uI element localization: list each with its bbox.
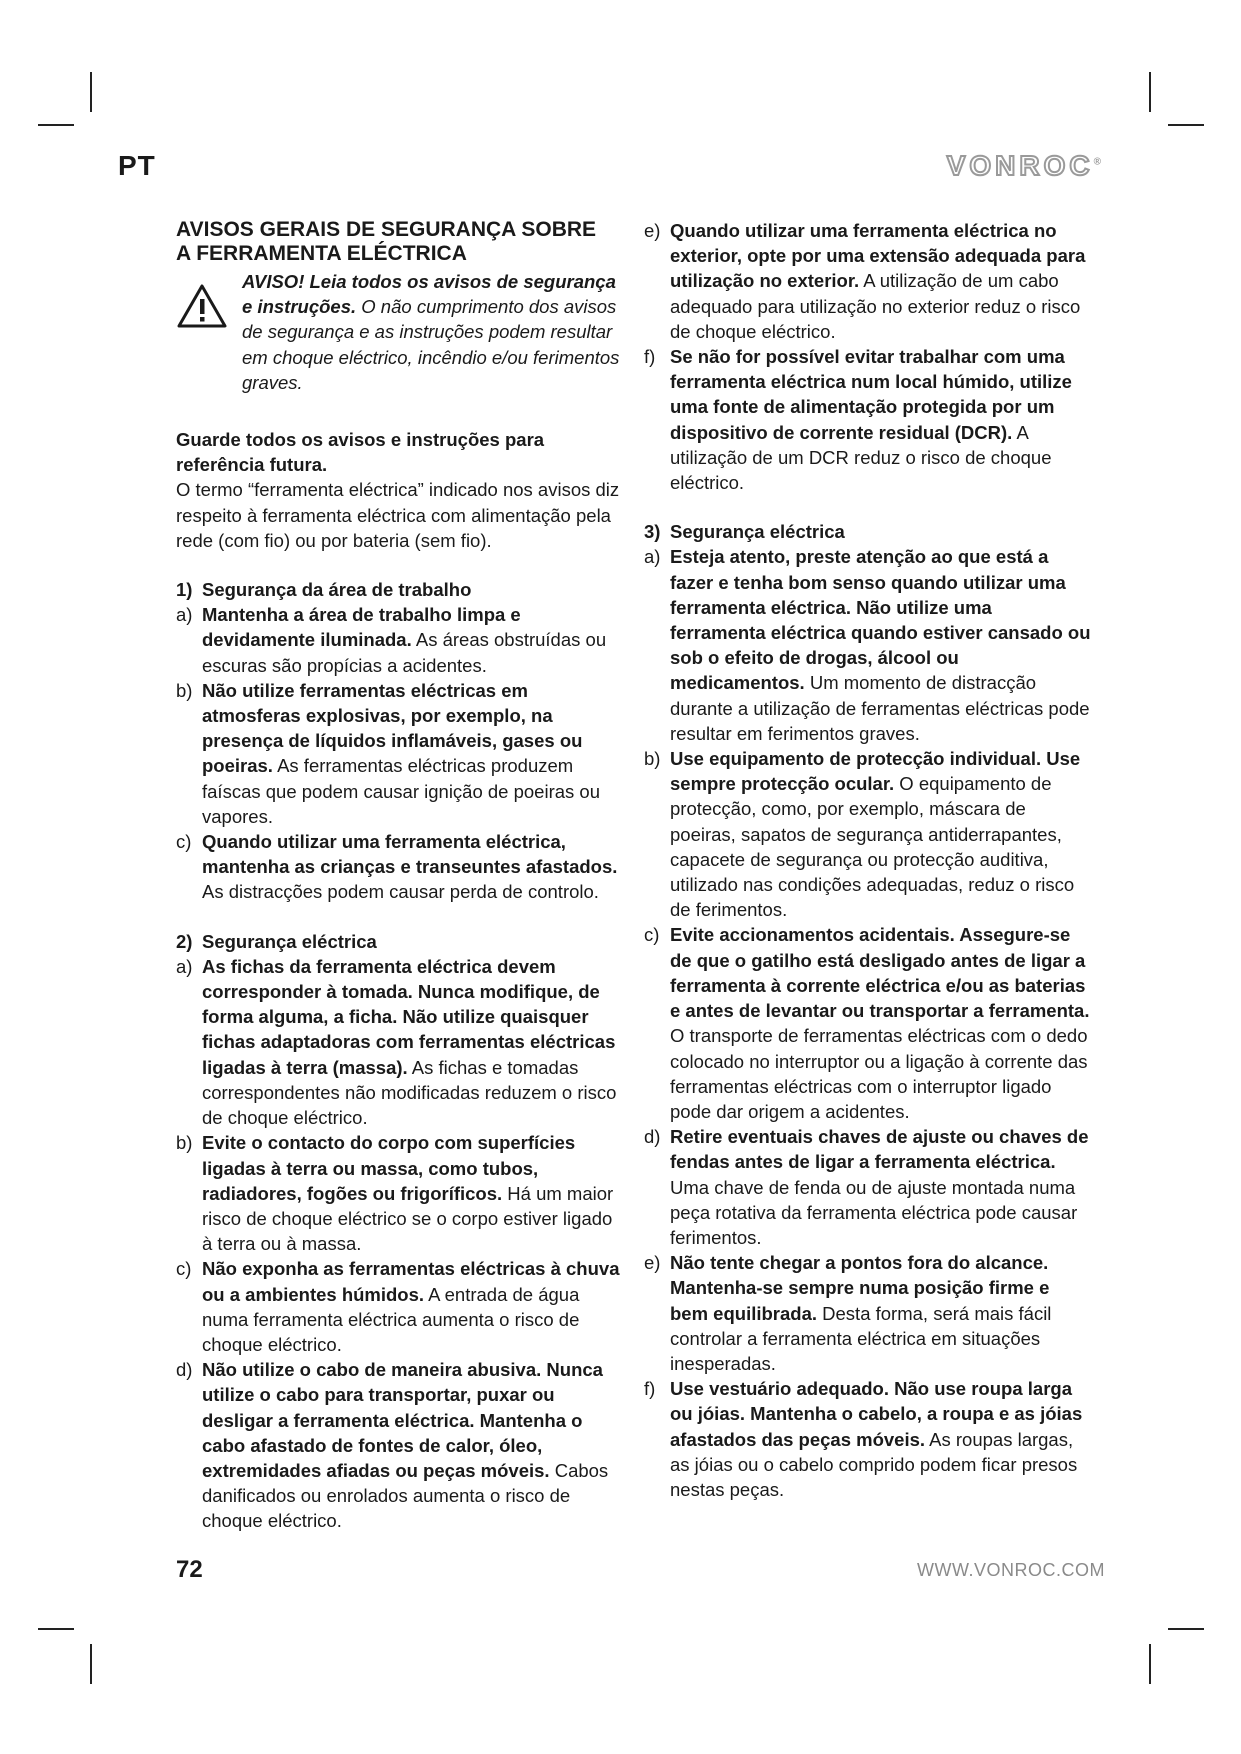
section-title-line1: AVISOS GERAIS DE SEGURANÇA SOBRE bbox=[176, 218, 597, 241]
crop-mark bbox=[38, 124, 74, 126]
warning-text: O não cumprimento dos avisos de segurança e as instruções podem resultar em choque eléctrico, incêndio e/ou ferimentos graves. bbox=[242, 296, 620, 393]
list-item: a) Esteja atento, preste atenção ao que está a fazer e tenha bom senso quando utilizar uma ferramenta eléctrica. Não utilize uma ferramenta eléctrica quando estiver cansado ou sob o efeito de drogas, álcool ou medicamentos. Um momento de distracção durante a utilização de ferramentas eléctricas pode resultar em ferimentos graves. bbox=[644, 546, 1091, 744]
list-item: e) Quando utilizar uma ferramenta eléctrica no exterior, opte por uma extensão adequada para utilização no exterior. A utilização de um cabo adequado para utilização no exterior reduz o risco de choque eléctrico. bbox=[644, 220, 1086, 342]
list-item: b) Evite o contacto do corpo com superfícies ligadas à terra ou massa, como tubos, radiadores, fogões ou frigoríficos. Há um maior risco de choque eléctrico se o corpo estiver ligado à terra ou à massa. bbox=[176, 1132, 614, 1255]
list-item: d) Não utilize o cabo de maneira abusiva. Nunca utilize o cabo para transportar, puxar ou desligar a ferramenta eléctrica. Mantenha o cabo afastado de fontes de calor, óleo, extremidades afiadas ou peças móveis. Cabos danificados ou enrolados aumenta o risco de choque eléctrico. bbox=[176, 1359, 609, 1532]
right-column bbox=[644, 218, 1092, 1502]
left-column bbox=[176, 218, 626, 1534]
warning-triangle-icon bbox=[176, 283, 228, 329]
website-url: WWW.VONROC.COM bbox=[917, 1560, 1105, 1580]
section-title bbox=[176, 218, 626, 266]
section-heading: 2) Segurança eléctrica bbox=[176, 930, 377, 952]
list-item: f) Se não for possível evitar trabalhar com uma ferramenta eléctrica num local húmido, utilize uma fonte de alimentação protegida por um dispositivo de corrente residual (DCR). A utilização de um DCR reduz o risco de choque eléctrico. bbox=[644, 346, 1072, 494]
term-definition: O termo “ferramenta eléctrica” indicado nos avisos diz respeito à ferramenta eléctrica com alimentação pela rede (com fio) ou por bateria (sem fio). bbox=[176, 479, 620, 551]
crop-mark bbox=[1168, 124, 1204, 126]
warning-block bbox=[176, 269, 626, 395]
list-item: e) Não tente chegar a pontos fora do alcance. Mantenha-se sempre numa posição firme e bem equilibrada. Desta forma, será mais fácil controlar a ferramenta eléctrica em situações inesperadas. bbox=[644, 1252, 1052, 1374]
brand-logo: VONROC® bbox=[946, 150, 1105, 181]
crop-mark bbox=[1149, 72, 1151, 112]
list-item: b) Não utilize ferramentas eléctricas em atmosferas explosivas, por exemplo, na presença de líquidos inflamáveis, gases ou poeiras. As ferramentas eléctricas produzem faíscas que podem causar ignição de poeiras ou vapores. bbox=[176, 679, 601, 827]
list-item: c) Quando utilizar uma ferramenta eléctrica, mantenha as crianças e transeuntes afastados. As distracções podem causar perda de controlo. bbox=[176, 831, 618, 903]
keep-instructions: Guarde todos os avisos e instruções para referência futura. bbox=[176, 429, 545, 476]
section-heading: 1) Segurança da área de trabalho bbox=[176, 579, 472, 601]
list-item: c) Evite accionamentos acidentais. Assegure-se de que o gatilho está desligado antes de ligar a ferramenta à corrente eléctrica e/ou as baterias e antes de levantar ou transportar a ferramenta. O transporte de ferramentas eléctricas com o dedo colocado no interruptor ou a ligação à corrente das ferramentas eléctricas com o interruptor ligado pode dar origem a acidentes. bbox=[644, 924, 1090, 1122]
brand-name: VONROC bbox=[946, 150, 1094, 181]
section-title-line2: A FERRAMENTA ELÉCTRICA bbox=[176, 242, 467, 265]
crop-mark bbox=[90, 1644, 92, 1684]
crop-mark bbox=[1168, 1628, 1204, 1630]
list-item: b) Use equipamento de protecção individual. Use sempre protecção ocular. O equipamento de protecção, como, por exemplo, máscara de poeiras, sapatos de segurança antiderrapantes, capacete de segurança ou protecção auditiva, utilizado nas condições adequadas, reduz o risco de ferimentos. bbox=[644, 748, 1081, 921]
list-item: f) Use vestuário adequado. Não use roupa larga ou jóias. Mantenha o cabelo, a roupa e as jóias afastados das peças móveis. As roupas largas, as jóias ou o cabelo comprido podem ficar presos nestas peças. bbox=[644, 1378, 1083, 1500]
list-item: a) Mantenha a área de trabalho limpa e devidamente iluminada. As áreas obstruídas ou escuras são propícias a acidentes. bbox=[176, 604, 607, 676]
crop-mark bbox=[38, 1628, 74, 1630]
list-item: d) Retire eventuais chaves de ajuste ou chaves de fendas antes de ligar a ferramenta eléctrica. Uma chave de fenda ou de ajuste montada numa peça rotativa da ferramenta eléctrica pode causar ferimentos. bbox=[644, 1126, 1089, 1248]
section-heading: 3) Segurança eléctrica bbox=[644, 521, 845, 543]
list-item: c) Não exponha as ferramentas eléctricas à chuva ou a ambientes húmidos. A entrada de água numa ferramenta eléctrica aumenta o risco de choque eléctrico. bbox=[176, 1258, 620, 1355]
language-code: PT bbox=[118, 150, 156, 181]
crop-mark bbox=[1149, 1644, 1151, 1684]
list-item: a) As fichas da ferramenta eléctrica devem corresponder à tomada. Nunca modifique, de forma alguma, a ficha. Não utilize quaisquer fichas adaptadoras com ferramentas eléctricas ligadas à terra (massa). As fichas e tomadas correspondentes não modificadas reduzem o risco de choque eléctrico. bbox=[176, 955, 617, 1129]
warning-bold: AVISO! Leia todos os avisos de segurança e instruções. bbox=[242, 271, 616, 318]
page-number: 72 bbox=[176, 1556, 203, 1583]
crop-mark bbox=[90, 72, 92, 112]
